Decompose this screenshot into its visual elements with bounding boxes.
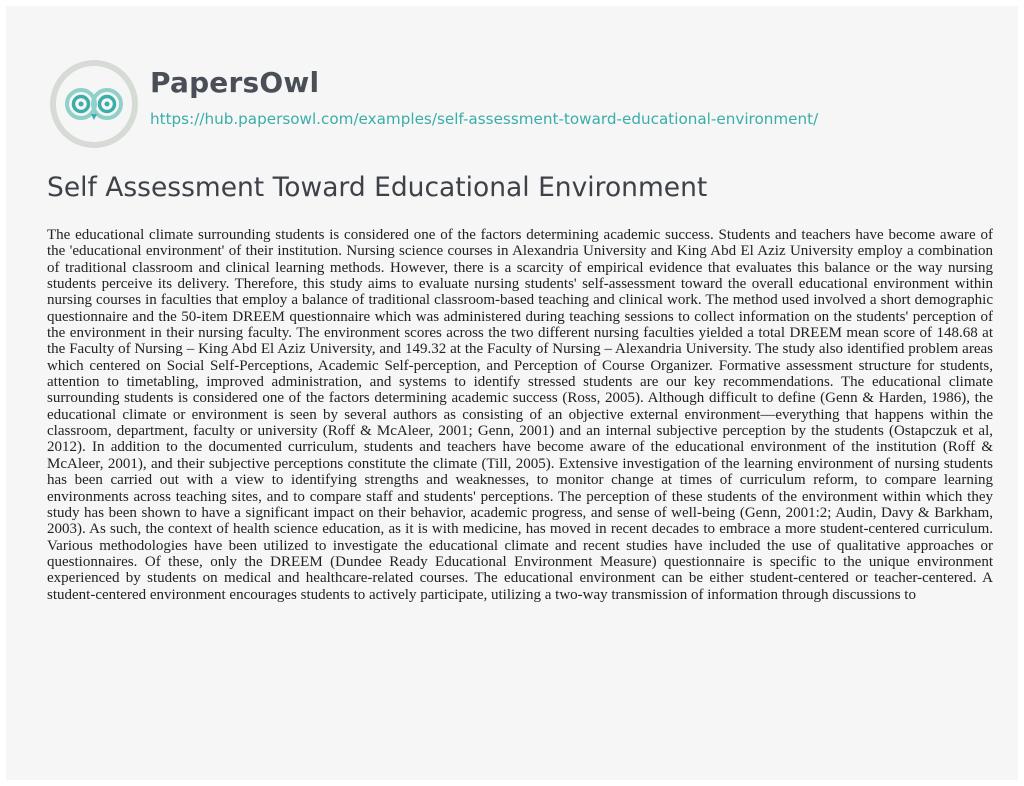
brand-name: PapersOwl: [150, 66, 320, 99]
owl-eyes-logo-icon: [48, 58, 140, 150]
article-body: The educational climate surrounding students is considered one of the factors determining academic success. Students and teachers have become aware of the 'educational environment' of their institution. Nursing science courses in Alexandria University and King Abd El Aziz University employ a combination of traditional classroom and clinical learning methods. However, there is a scarcity of empirical evidence that evaluates this balance or the way nursing students perceive its delivery. Therefore, this study aims to evaluate nursing students' self-assessment toward the overall educational environment within nursing courses in faculties that employ a balance of traditional classroom-based teaching and clinical work. The method used involved a short demographic questionnaire and the 50-item DREEM questionnaire which was administered during teaching sessions to collect information on the students' perception of the environment in their nursing faculty. The environment scores across the two different nursing faculties yielded a total DREEM mean score of 148.68 at the Faculty of Nursing – King Abd El Aziz University, and 149.32 at the Faculty of Nursing – Alexandria University. The study also identified problem areas which centered on Social Self-Perceptions, Academic Self-perception, and Perception of Course Organizer. Formative assessment structure for students, attention to timetabling, improved administration, and systems to identify stressed students are our key recommendations. The educational climate surrounding students is considered one of the factors determining academic success (Ross, 2005). Although difficult to define (Genn & Harden, 1986), the educational climate or environment is seen by several authors as consisting of an objective external environment—everything that happens within the classroom, department, faculty or university (Roff & McAleer, 2001; Genn, 2001) and an internal subjective perception by the students (Ostapczuk et al, 2012). In addition to the documented curriculum, students and teachers have become aware of the educational environment of the institution (Roff & McAleer, 2001), and their subjective perceptions constitute the climate (Till, 2005). Extensive investigation of the learning environment of nursing students has been carried out with a view to identifying strengths and weaknesses, to monitor change at times of curriculum reform, to compare learning environments across teaching sites, and to compare staff and students' perceptions. The perception of these students of the environment within which they study has been shown to have a significant impact on their behavior, academic progress, and sense of well-being (Genn, 2001:2; Audin, Davy & Barkham, 2003). As such, the context of health science education, as it is with medicine, has moved in recent decades to embrace a more student-centered curriculum. Various methodologies have been utilized to investigate the educational climate and recent studies have included the use of qualitative approaches or questionnaires. Of these, only the DREEM (Dundee Ready Educational Environment Measure) questionnaire is specific to the unique environment experienced by students on medical and healthcare-related courses. The educational environment can be either student-centered or teacher-centered. A student-centered environment encourages students to actively participate, utilizing a two-way transmission of information through discussions to: [47, 227, 993, 603]
site-header: [48, 58, 948, 148]
source-url-link[interactable]: https://hub.papersowl.com/examples/self-assessment-toward-educational-environment/: [150, 110, 819, 128]
page-title: Self Assessment Toward Educational Environment: [47, 172, 708, 203]
document-page: [6, 6, 1018, 780]
